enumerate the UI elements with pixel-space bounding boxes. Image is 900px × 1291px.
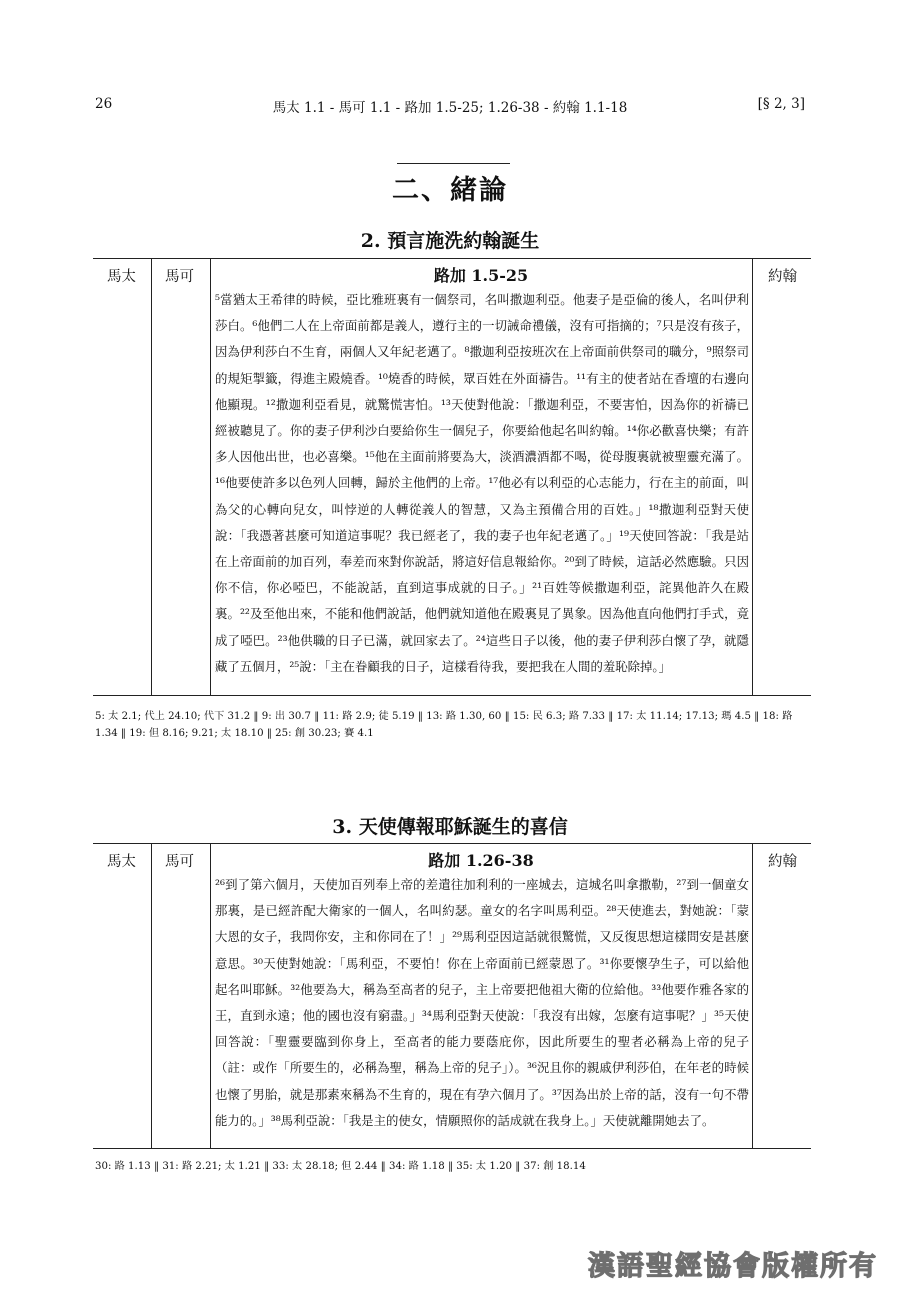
- column-divider: [151, 844, 152, 1148]
- column-header-luke: 路加 1.5-25: [433, 266, 529, 285]
- section-3-title: 3. 天使傳報耶穌誕生的喜信: [332, 816, 568, 838]
- column-header-john: 約翰: [768, 269, 797, 285]
- column-header-mark: 馬可: [165, 269, 194, 285]
- column-header-matthew: 馬太: [107, 854, 136, 870]
- column-header-matthew: 馬太: [107, 269, 136, 285]
- section-2-title: 2. 預言施洗約翰誕生: [360, 230, 540, 252]
- page-header: [95, 96, 805, 116]
- section-reference: [§ 2, 3]: [757, 96, 805, 112]
- section-2-parallel-table: [93, 258, 811, 696]
- column-divider: [151, 259, 152, 695]
- column-divider: [752, 844, 753, 1148]
- column-header-john: 約翰: [768, 854, 797, 870]
- luke-passage-text: ²⁶到了第六個月，天使加百列奉上帝的差遣往加利利的一座城去，這城名叫拿撒勒，²⁷到一個童女那裏，是已經許配大衛家的一個人，名叫約瑟。童女的名字叫馬利亞。²⁸天使進去，對她說：「蒙大恩的女子，我問你安，主和你同在了！」²⁹馬利亞因這話就很驚慌，又反復思想這樣問安是甚麼意思。³⁰天使對她說：「馬利亞，不要怕！你在上帝面前已經蒙恩了。³¹你要懷孕生子，可以給他起名叫耶穌。³²他要為大，稱為至高者的兒子，主上帝要把他祖大衛的位給他。³³他要作雅各家的王，直到永遠；他的國也沒有窮盡。」³⁴馬利亞對天使說：「我沒有出嫁，怎麼有這事呢？」³⁵天使回答說：「聖靈要臨到你身上，至高者的能力要蔭庇你，因此所要生的聖者必稱為上帝的兒子（註：或作「所要生的，必稱為聖，稱為上帝的兒子」）。³⁶況且你的親戚伊利莎伯，在年老的時候也懷了男胎，就是那素來稱為不生育的，現在有孕六個月了。³⁷因為出於上帝的話，沒有一句不帶能力的。」³⁸馬利亞說：「我是主的使女，情願照你的話成就在我身上。」天使就離開她去了。: [215, 877, 749, 1128]
- running-title: 馬太 1.1 - 馬可 1.1 - 路加 1.5-25; 1.26-38 - 約翰 1.1-18: [272, 100, 628, 116]
- column-divider: [210, 844, 211, 1148]
- copyright-watermark: 漢語聖經協會版權所有: [588, 1251, 878, 1282]
- chapter-rule: [397, 163, 510, 164]
- column-header-luke: 路加 1.26-38: [428, 851, 534, 870]
- section-2-cross-references: 5: 太 2.1; 代上 24.10; 代下 31.2 ‖ 9: 出 30.7 ‖ 11: 路 2.9; 徒 5.19 ‖ 13: 路 1.30, 60 ‖ 15: 民 6.3; 路 7.33 ‖ 17: 太 11.14; 17.13; 瑪 4.5 ‖ 18: 路 1.34 ‖ 19: 但 8.16; 9.21; 太 18.10 ‖ 25: 創 30.23; 賽 4.1: [95, 711, 793, 739]
- section-3-cross-references: 30: 路 1.13 ‖ 31: 路 2.21; 太 1.21 ‖ 33: 太 28.18; 但 2.44 ‖ 34: 路 1.18 ‖ 35: 太 1.20 ‖ 37: 創 18.14: [95, 1161, 586, 1172]
- chapter-title: 二、緒論: [392, 175, 508, 206]
- column-header-mark: 馬可: [165, 854, 194, 870]
- column-divider: [752, 259, 753, 695]
- luke-passage-text: ⁵當猶太王希律的時候，亞比雅班裏有一個祭司，名叫撒迦利亞。他妻子是亞倫的後人，名叫伊利莎白。⁶他們二人在上帝面前都是義人，遵行主的一切誡命禮儀，沒有可指摘的；⁷只是沒有孩子，因為伊利莎白不生育，兩個人又年紀老邁了。⁸撒迦利亞按班次在上帝面前供祭司的職分，⁹照祭司的規矩掣籤，得進主殿燒香。¹⁰燒香的時候，眾百姓在外面禱告。¹¹有主的使者站在香壇的右邊向他顯現。¹²撒迦利亞看見，就驚慌害怕。¹³天使對他說：「撒迦利亞，不要害怕，因為你的祈禱已經被聽見了。你的妻子伊利沙白要給你生一個兒子，你要給他起名叫約翰。¹⁴你必歡喜快樂；有許多人因他出世，也必喜樂。¹⁵他在主面前將要為大，淡酒濃酒都不喝，從母腹裏就被聖靈充滿了。¹⁶他要使許多以色列人回轉，歸於主他們的上帝。¹⁷他必有以利亞的心志能力，行在主的前面，叫為父的心轉向兒女，叫悖逆的人轉從義人的智慧，又為主預備合用的百姓。」¹⁸撒迦利亞對天使說：「我憑著甚麼可知道這事呢？我已經老了，我的妻子也年紀老邁了。」¹⁹天使回答說：「我是站在上帝面前的加百列，奉差而來對你說話，將這好信息報給你。²⁰到了時候，這話必然應驗。只因你不信，你必啞巴，不能說話，直到這事成就的日子。」²¹百姓等候撒迦利亞，詫異他許久在殿裏。²²及至他出來，不能和他們說話，他們就知道他在殿裏見了異象。因為他直向他們打手式，竟成了啞巴。²³他供職的日子已滿，就回家去了。²⁴這些日子以後，他的妻子伊利莎白懷了孕，就隱藏了五個月，²⁵說：「主在眷顧我的日子，這樣看待我，要把我在人間的羞恥除掉。」: [215, 292, 749, 674]
- section-3-parallel-table: [93, 843, 811, 1149]
- column-divider: [210, 259, 211, 695]
- page-number: 26: [95, 96, 113, 112]
